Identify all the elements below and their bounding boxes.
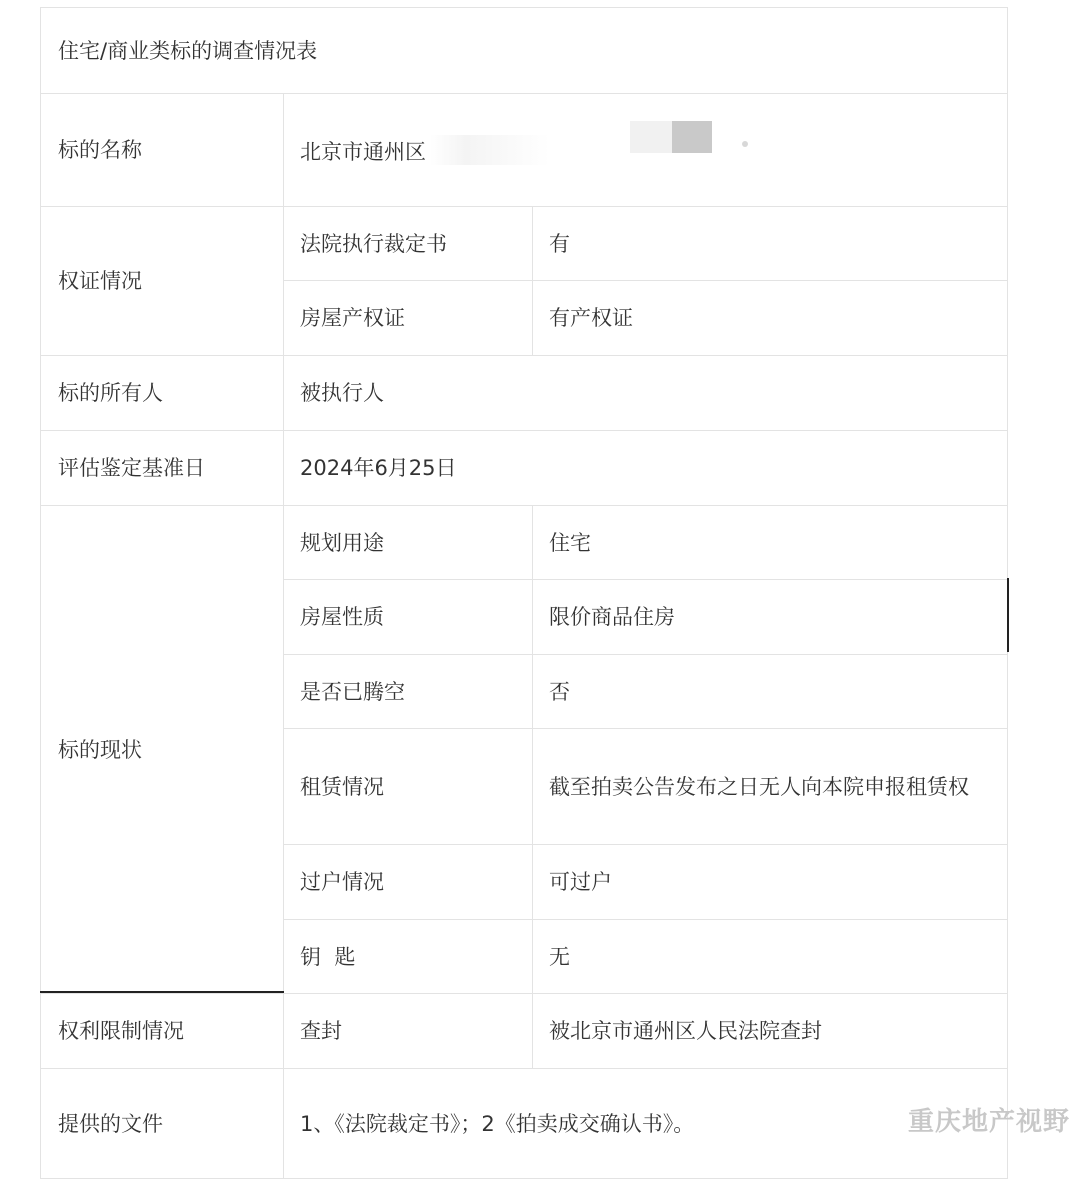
redacted-address: 北京市通州区 (300, 131, 740, 171)
cert-key-1: 房屋产权证 (284, 281, 533, 356)
redaction-blur (430, 135, 550, 165)
status-key-3: 租赁情况 (284, 729, 533, 845)
row-label-restriction: 权利限制情况 (41, 994, 284, 1069)
row-label-cert: 权证情况 (41, 207, 284, 356)
survey-table (40, 7, 1008, 1179)
restriction-key: 查封 (284, 994, 533, 1069)
redaction-blur (630, 121, 674, 153)
status-key-5: 钥 匙 (284, 920, 533, 994)
status-value-3: 截至拍卖公告发布之日无人向本院申报租赁权 (533, 729, 1008, 845)
status-value-0: 住宅 (533, 506, 1008, 580)
row-label-owner: 标的所有人 (41, 356, 284, 431)
border-accent (1007, 578, 1009, 652)
row-label-name: 标的名称 (41, 94, 284, 207)
border-accent (40, 991, 284, 993)
row-value-owner: 被执行人 (284, 356, 1008, 431)
status-key-4: 过户情况 (284, 845, 533, 920)
row-label-eval-date: 评估鉴定基准日 (41, 431, 284, 506)
status-key-2: 是否已腾空 (284, 655, 533, 729)
restriction-value: 被北京市通州区人民法院查封 (533, 994, 1008, 1069)
status-value-1: 限价商品住房 (533, 580, 1008, 655)
status-value-5: 无 (533, 920, 1008, 994)
row-value-eval-date: 2024年6月25日 (284, 431, 1008, 506)
redaction-block (672, 121, 712, 153)
status-value-2: 否 (533, 655, 1008, 729)
cert-key-0: 法院执行裁定书 (284, 207, 533, 281)
watermark: 重庆地产视野 (907, 1107, 1070, 1137)
row-label-status: 标的现状 (41, 506, 284, 994)
row-label-docs: 提供的文件 (41, 1069, 284, 1179)
status-key-1: 房屋性质 (284, 580, 533, 655)
status-key-0: 规划用途 (284, 506, 533, 580)
row-value-docs: 1、《法院裁定书》；2《拍卖成交确认书》。 (284, 1069, 1008, 1179)
cert-value-0: 有 (533, 207, 1008, 281)
cert-value-1: 有产权证 (533, 281, 1008, 356)
table-title: 住宅/商业类标的调查情况表 (41, 8, 1008, 94)
status-value-4: 可过户 (533, 845, 1008, 920)
redaction-dot (742, 141, 748, 147)
row-value-name (284, 94, 1008, 207)
